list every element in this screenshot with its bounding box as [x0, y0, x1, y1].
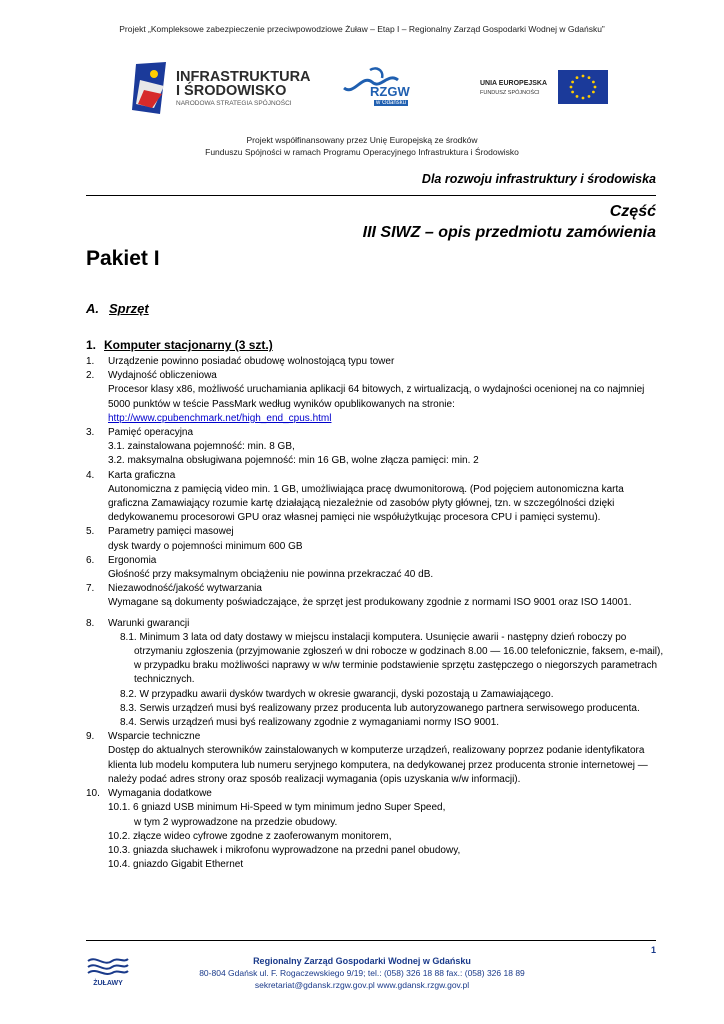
- list-num: 5.: [86, 526, 95, 538]
- package-title: Pakiet I: [86, 247, 160, 270]
- list-detail: Autonomiczna z pamięcią video min. 1 GB, umożliwiająca pracę dwumonitorową. (Pod pojęciem autonomiczna karta graficzna Zamawiający rozumie kartę działającą niezależnie od zasobów płyty głównej, tzn. w szczególności dzięki dedykowanemu procesorowi GPU oraz własnej pamięci nie współużytkując procesora CPU i pamięci systemu).: [108, 483, 624, 524]
- list-item: [86, 369, 666, 383]
- list-item: [86, 730, 666, 744]
- list-num: 7.: [86, 583, 95, 595]
- zulawy-logo-text: ŻUŁAWY: [93, 980, 123, 987]
- rzgw-logo: [340, 66, 430, 116]
- list-detail: 10.2. złącze wideo cyfrowe zgodne z zaoferowanym monitorem,: [108, 830, 392, 842]
- funding-line1: Projekt współfinansowany przez Unię Europejską ze środków: [246, 135, 478, 145]
- list-num: 1.: [86, 356, 95, 367]
- header-divider: [86, 195, 656, 196]
- list-num: 6.: [86, 554, 95, 566]
- list-detail: 8.3. Serwis urządzeń musi byś realizowany przez producenta lub autoryzowanego partnera serwisowego producenta.: [120, 702, 640, 714]
- list-num: 8.: [86, 617, 95, 629]
- list-text: Niezawodność/jakość wytwarzania: [108, 583, 262, 595]
- funding-note: [0, 134, 724, 158]
- list-detail: 10.4. gniazdo Gigabit Ethernet: [108, 859, 244, 871]
- logo-rzgw-text: RZGW: [370, 84, 410, 99]
- footer: [0, 955, 724, 991]
- item-heading: [86, 338, 273, 352]
- list-item: [86, 426, 666, 440]
- footer-address: 80-804 Gdańsk ul. F. Rogaczewskiego 9/19; tel.: (058) 326 18 88 fax.: (058) 326 18 89: [199, 968, 525, 978]
- list-text: Urządzenie powinno posiadać obudowę wolnostojącą typu tower: [108, 356, 395, 367]
- section-letter: A.: [86, 301, 99, 316]
- list-text: Wymagania dodatkowe: [108, 788, 212, 800]
- page-number: 1: [650, 945, 656, 955]
- project-header-line: Projekt „Kompleksowe zabezpieczenie przeciwpowodziowe Żuław – Etap I – Regionalny Zarząd Gospodarki Wodnej w Gdańsku”: [119, 24, 605, 34]
- list-text: Parametry pamięci masowej: [108, 526, 234, 538]
- item-number: 1.: [86, 338, 97, 352]
- list-item: [86, 355, 666, 369]
- list-item: [86, 554, 666, 568]
- footer-org: Regionalny Zarząd Gospodarki Wodnej w Gdańsku: [253, 956, 471, 966]
- list-detail-link-row: [86, 412, 666, 426]
- list-text: Wydajność obliczeniowa: [108, 370, 217, 382]
- logo-infra-line1: INFRASTRUKTURA: [176, 69, 311, 85]
- footer-divider: [86, 940, 656, 941]
- list-detail: 10.3. gniazda słuchawek i mikrofonu wyprowadzone na przedni panel obudowy,: [108, 844, 461, 856]
- list-detail: 8.1. Minimum 3 lata od daty dostawy w miejscu instalacji komputera. Usunięcie awarii - następny dzień roboczy po otrzymaniu zgłoszenia (przyjmowanie zgłoszeń w dni robocze w godzinach 8.00 — 16.00 telefonicznie, faksem, e-mail), w przypadku braku możliwości naprawy w w/w terminie podstawienie sprzętu zastępczego o niegorszych parametrach technicznych.: [120, 631, 664, 686]
- list-item: [86, 469, 666, 483]
- funding-line2: Funduszu Spójności w ramach Programu Operacyjnego Infrastruktura i Środowisko: [205, 147, 519, 157]
- list-num: 9.: [86, 731, 95, 743]
- item-title: Komputer stacjonarny (3 szt.): [104, 338, 273, 352]
- list-text: Warunki gwarancji: [108, 617, 190, 629]
- logo-ue-line2: FUNDUSZ SPÓJNOŚCI: [480, 90, 540, 96]
- list-item: [86, 617, 666, 631]
- infrastruktura-logo: [130, 60, 310, 118]
- list-num: 3.: [86, 427, 95, 439]
- list-text: Ergonomia: [108, 554, 157, 566]
- list-detail: Procesor klasy x86, możliwość uruchamiania aplikacji 64 bitowych, z wirtualizacją, o wydajności ocenionej na co najmniej 5000 punktów w teście PassMark według wyników opublikowanych na stronie:: [108, 384, 645, 410]
- list-num: 4.: [86, 469, 95, 481]
- section-a-heading: [86, 301, 149, 316]
- cpubenchmark-link[interactable]: http://www.cpubenchmark.net/high_end_cpus.html: [108, 412, 332, 424]
- list-text: Pamięć operacyjna: [108, 427, 194, 439]
- logo-bar: [130, 60, 610, 118]
- list-text: Wsparcie techniczne: [108, 731, 201, 743]
- list-detail: Dostęp do aktualnych sterowników zainstalowanych w komputerze urządzeń, realizowany poprzez podanie identyfikatora klienta lub modelu komputera lub numeru seryjnego komputera, na dedykowanej przez producenta stronie internetowej — należy podać adres strony oraz sposób realizacji wymagania (opis uzyskania w/w informacji).: [108, 745, 648, 785]
- list-detail: 8.4. Serwis urządzeń musi byś realizowany zgodnie z wymaganiami normy ISO 9001.: [120, 717, 500, 729]
- eu-logo: [480, 70, 610, 110]
- siwz-heading: III SIWZ – opis przedmiotu zamówienia: [362, 224, 656, 241]
- list-detail: 10.1. 6 gniazd USB minimum Hi-Speed w tym minimum jedno Super Speed,: [108, 802, 446, 814]
- list-detail: Wymagane są dokumenty poświadczające, że sprzęt jest produkowany zgodnie z normami ISO 9001 oraz ISO 14001.: [108, 597, 632, 609]
- part-heading: Część: [609, 203, 656, 220]
- spec-list: [86, 355, 666, 872]
- logo-rzgw-sub: w Gdańsku: [376, 100, 407, 106]
- list-detail: Głośność przy maksymalnym obciążeniu nie powinna przekraczać 40 dB.: [108, 569, 434, 581]
- tagline: Dla rozwoju infrastruktury i środowiska: [421, 172, 656, 186]
- list-detail: dysk twardy o pojemności minimum 600 GB: [108, 540, 303, 552]
- list-item: [86, 525, 666, 539]
- list-num: 10.: [86, 788, 100, 800]
- footer-contact: sekretariat@gdansk.rzgw.gov.pl www.gdansk.rzgw.gov.pl: [254, 980, 470, 990]
- logo-infra-line2: I ŚRODOWISKO: [176, 83, 287, 99]
- list-detail: 8.2. W przypadku awarii dysków twardych w okresie gwarancji, dyski pozostają u Zamawiającego.: [120, 688, 554, 700]
- logo-ue-line1: UNIA EUROPEJSKA: [480, 80, 548, 87]
- list-num: 2.: [86, 370, 95, 382]
- list-item: [86, 787, 666, 801]
- list-item: [86, 582, 666, 596]
- flag-logo-icon: [130, 60, 172, 118]
- section-label: Sprzęt: [109, 301, 149, 316]
- list-detail: 3.1. zainstalowana pojemność: min. 8 GB,: [108, 441, 295, 453]
- list-text: Karta graficzna: [108, 469, 176, 481]
- list-detail: 3.2. maksymalna obsługiwana pojemność: min 16 GB, wolne złącza pamięci: min. 2: [108, 455, 479, 467]
- list-detail: w tym 2 wyprowadzone na przedzie obudowy.: [134, 816, 338, 828]
- logo-infra-line3: NARODOWA STRATEGIA SPÓJNOŚCI: [176, 100, 292, 107]
- eu-flag-icon: [558, 70, 608, 104]
